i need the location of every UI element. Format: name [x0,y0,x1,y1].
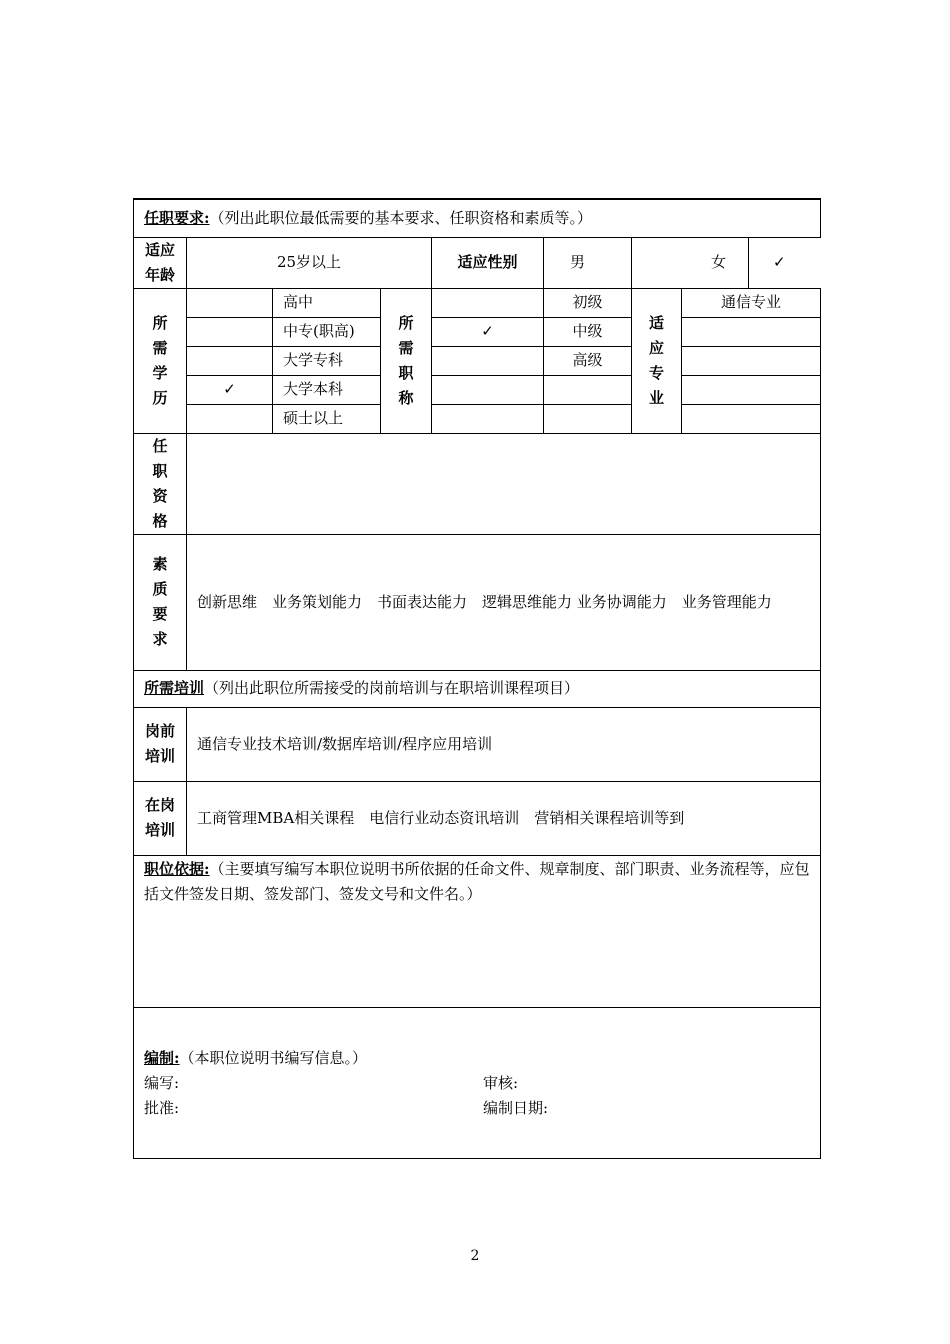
education-option: 中专(职高) [273,317,381,346]
compile-note: （本职位说明书编写信息。） [179,1048,368,1067]
gender-male-check-cell [632,237,749,288]
pre-training-content: 通信专业技术培训/数据库培训/程序应用培训 [187,707,821,781]
major-value: 通信专业 [682,288,821,317]
quality-content: 创新思维 业务策划能力 书面表达能力 逻辑思维能力 业务协调能力 业务管理能力 [187,534,821,670]
title-option-empty [544,375,632,404]
major-cell [682,317,821,346]
pre-training-label: 岗前 培训 [134,707,187,781]
education-option: 高中 [273,288,381,317]
major-cell [682,404,821,433]
on-training-label: 在岗 培训 [134,781,187,855]
title-check-cell [432,346,544,375]
education-label: 所 需 学 历 [134,288,187,433]
gender-female: 女 [711,252,727,271]
quality-label: 素 质 要 求 [134,534,187,670]
training-header [134,670,821,707]
compile-approver: 批准: [144,1098,180,1117]
title-check-cell [432,288,544,317]
major-label: 适 应 专 业 [632,288,682,433]
title-check-mark: ✓ [432,317,544,346]
compile-writer: 编写: [144,1073,180,1092]
on-training-content: 工商管理MBA相关课程 电信行业动态资讯培训 营销相关课程培训等到 [187,781,821,855]
job-description-table [133,198,821,1159]
age-label: 适应 年龄 [134,237,187,288]
compile-reviewer: 审核: [483,1073,519,1092]
education-option: 大学本科 [273,375,381,404]
gender-label: 适应性别 [432,237,544,288]
compile-section [134,1007,821,1158]
requirements-header [134,199,821,237]
major-cell [682,375,821,404]
education-check-cell [187,404,273,433]
education-check-cell [187,346,273,375]
basis-note: （主要填写编写本职位说明书所依据的任命文件、规章制度、部门职责、业务流程等，应包括文件签发日期、签发部门、签发文号和文件名。） [144,859,810,903]
title-check-cell [432,404,544,433]
training-note: （列出此职位所需接受的岗前培训与在职培训课程项目） [204,679,580,697]
gender-female-check: ✓ [773,252,786,271]
education-check-cell [187,317,273,346]
compile-date: 编制日期: [483,1098,549,1117]
basis-section [134,855,821,1007]
education-check-cell [187,288,273,317]
gender-female-cell [711,237,821,288]
education-option: 硕士以上 [273,404,381,433]
qualification-content [187,433,821,534]
title-option-empty [544,404,632,433]
gender-male: 男 [544,237,632,288]
compile-title: 编制: [144,1048,180,1067]
title-option: 中级 [544,317,632,346]
title-option: 初级 [544,288,632,317]
education-option: 大学专科 [273,346,381,375]
qualification-label: 任 职 资 格 [134,433,187,534]
title-option: 高级 [544,346,632,375]
basis-title: 职位依据: [144,859,210,878]
training-title: 所需培训 [144,679,205,697]
requirements-note: （列出此职位最低需要的基本要求、任职资格和素质等。） [209,208,593,227]
education-check-mark: ✓ [187,375,273,404]
page-number: 2 [470,1248,480,1264]
major-cell [682,346,821,375]
requirements-title: 任职要求: [144,208,210,227]
title-check-cell [432,375,544,404]
age-value: 25岁以上 [187,237,432,288]
title-label: 所 需 职 称 [381,288,432,433]
